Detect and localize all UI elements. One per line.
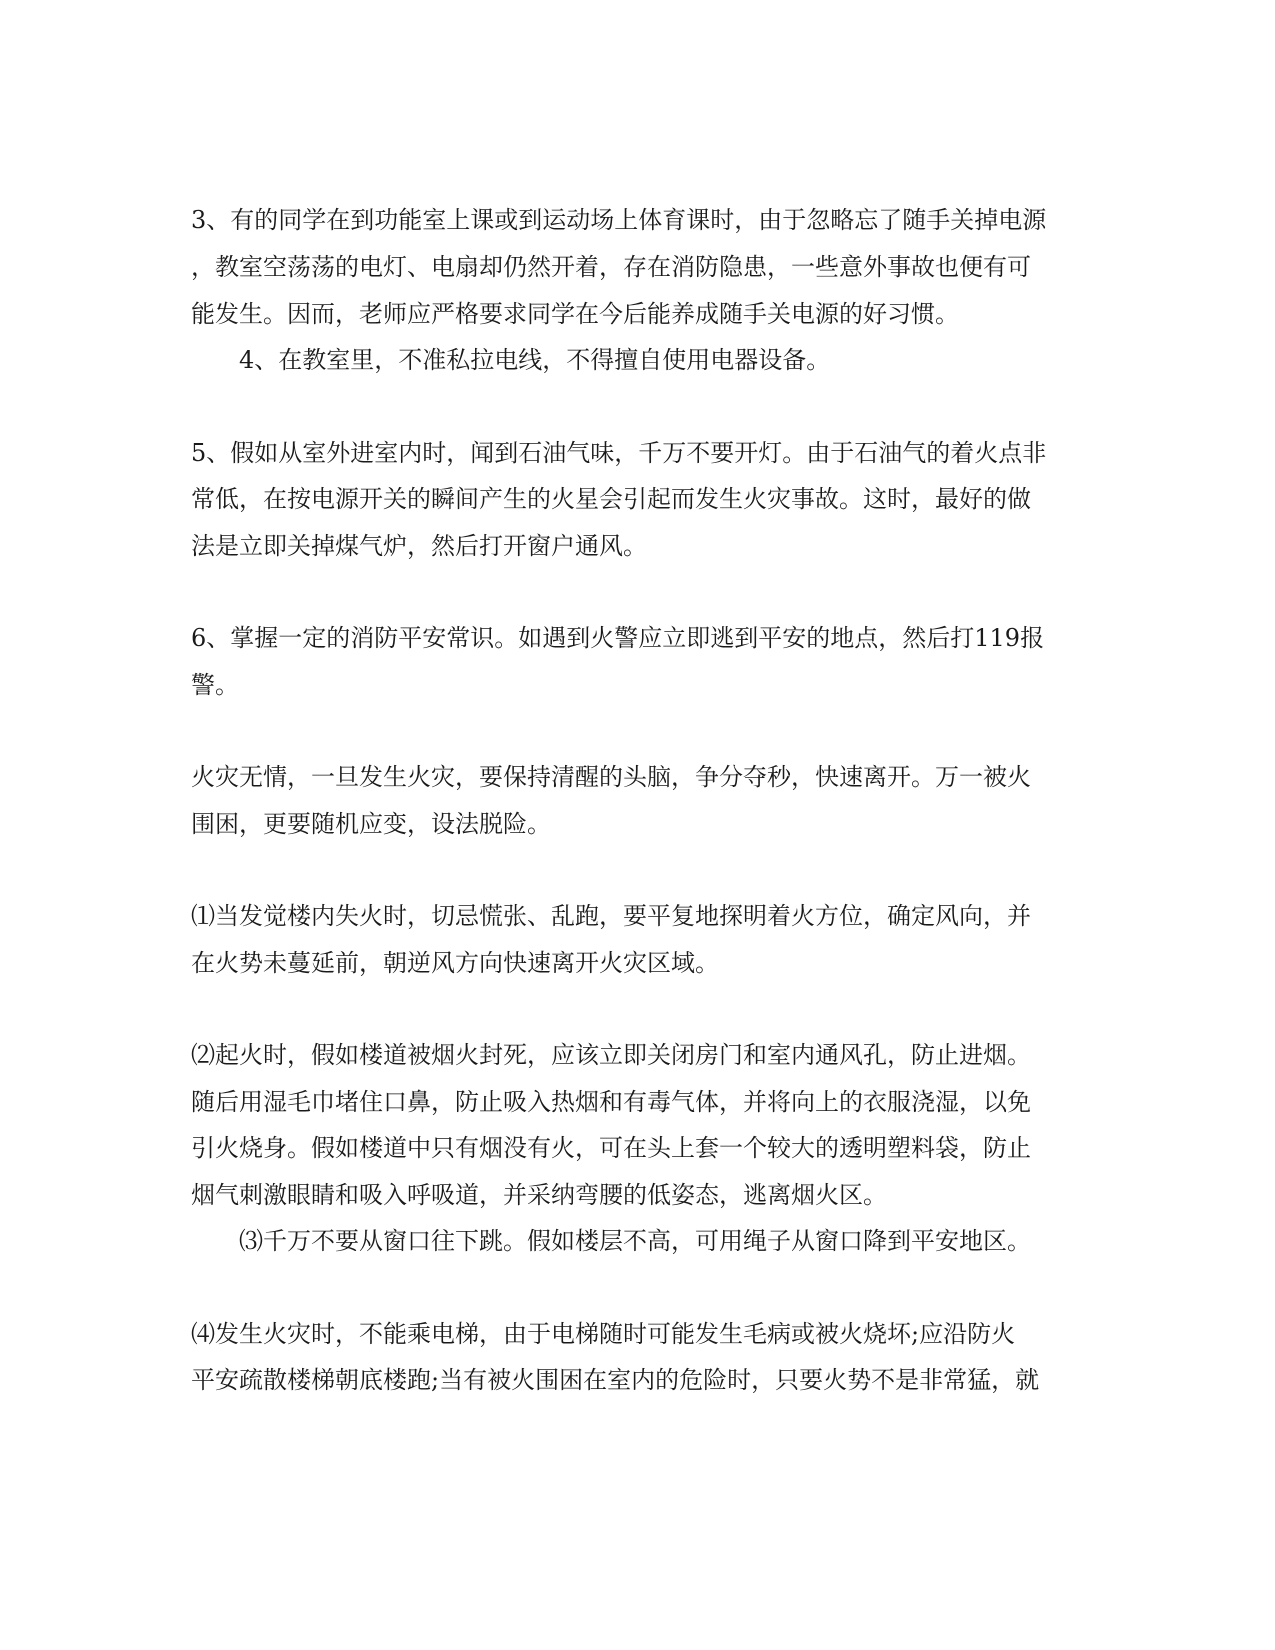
text-line: 法是立即关掉煤气炉，然后打开窗户通风。 — [191, 532, 647, 560]
text-line: ⑶千万不要从窗口往下跳。假如楼层不高，可用绳子从窗口降到平安地区。 — [239, 1227, 1031, 1255]
text-line: 围困，更要随机应变，设法脱险。 — [191, 810, 551, 838]
text-line: ⑷发生火灾时，不能乘电梯，由于电梯随时可能发生毛病或被火烧坏;应沿防火 — [191, 1320, 1016, 1348]
text-line: 4、在教室里，不准私拉电线，不得擅自使用电器设备。 — [239, 346, 831, 374]
text-line: 烟气刺激眼睛和吸入呼吸道，并采纳弯腰的低姿态，逃离烟火区。 — [191, 1181, 887, 1209]
text-line: 在火势未蔓延前，朝逆风方向快速离开火灾区域。 — [191, 949, 719, 977]
text-line: 能发生。因而，老师应严格要求同学在今后能养成随手关电源的好习惯。 — [191, 300, 959, 328]
text-line: ⑴当发觉楼内失火时，切忌慌张、乱跑，要平复地探明着火方位，确定风向，并 — [191, 902, 1031, 930]
text-line: 引火烧身。假如楼道中只有烟没有火，可在头上套一个较大的透明塑料袋，防止 — [191, 1134, 1031, 1162]
text-line: 5、假如从室外进室内时，闻到石油气味，千万不要开灯。由于石油气的着火点非 — [191, 439, 1047, 467]
text-line: 常低，在按电源开关的瞬间产生的火星会引起而发生火灾事故。这时，最好的做 — [191, 485, 1031, 513]
text-line: 6、掌握一定的消防平安常识。如遇到火警应立即逃到平安的地点，然后打119报 — [191, 624, 1045, 652]
text-line: 随后用湿毛巾堵住口鼻，防止吸入热烟和有毒气体，并将向上的衣服浇湿，以免 — [191, 1088, 1031, 1116]
text-line: 火灾无情，一旦发生火灾，要保持清醒的头脑，争分夺秒，快速离开。万一被火 — [191, 763, 1031, 791]
text-line: 平安疏散楼梯朝底楼跑;当有被火围困在室内的危险时，只要火势不是非常猛，就 — [191, 1366, 1040, 1394]
text-line: 3、有的同学在到功能室上课或到运动场上体育课时，由于忽略忘了随手关掉电源 — [191, 206, 1047, 234]
text-line: 警。 — [191, 671, 239, 699]
text-line: ⑵起火时，假如楼道被烟火封死，应该立即关闭房门和室内通风孔，防止进烟。 — [191, 1041, 1031, 1069]
text-line: ，教室空荡荡的电灯、电扇却仍然开着，存在消防隐患，一些意外事故也便有可 — [191, 253, 1031, 281]
